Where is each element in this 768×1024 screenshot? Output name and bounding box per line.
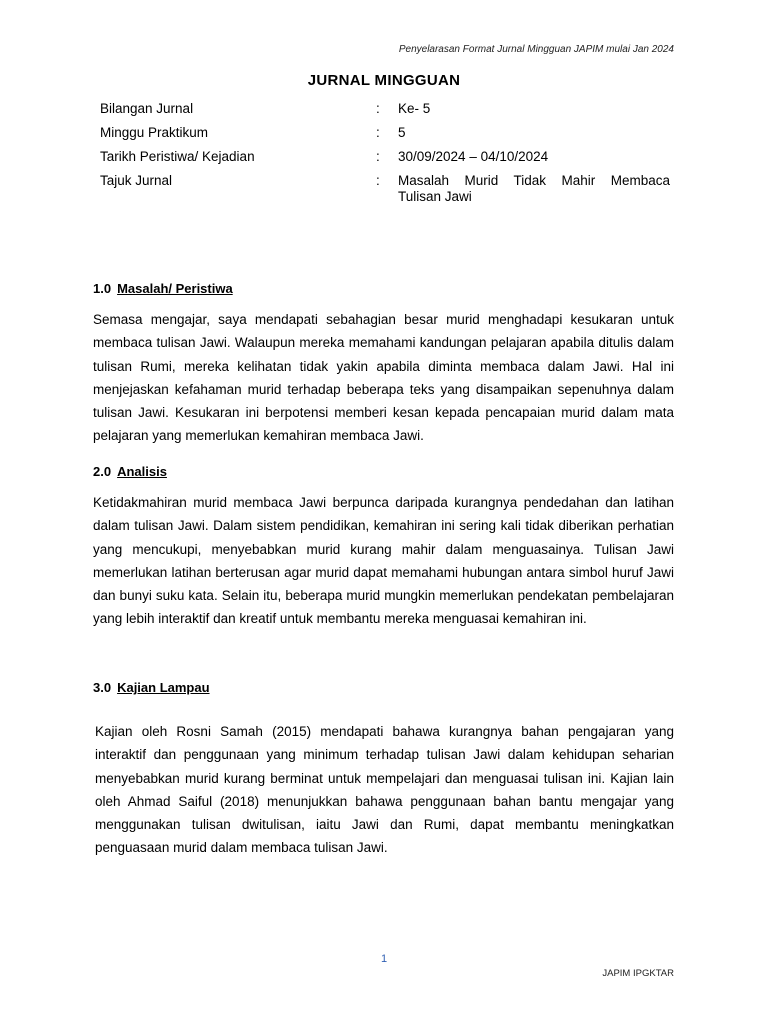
- meta-colon: :: [376, 173, 380, 188]
- meta-label: Minggu Praktikum: [100, 125, 209, 140]
- meta-label: Bilangan Jurnal: [100, 101, 194, 116]
- meta-value: 30/09/2024 – 04/10/2024: [398, 149, 549, 164]
- meta-colon: :: [376, 101, 380, 116]
- section-title: Kajian Lampau: [117, 680, 210, 695]
- meta-value: Ke- 5: [398, 101, 431, 116]
- section-heading-masalah: [93, 281, 233, 296]
- meta-value-line2: Tulisan Jawi: [398, 189, 472, 204]
- meta-label: Tajuk Jurnal: [100, 173, 173, 188]
- journal-meta-table: [100, 101, 670, 213]
- section-title: Analisis: [117, 464, 167, 479]
- meta-colon: :: [376, 149, 380, 164]
- section-number: 3.0: [93, 680, 112, 695]
- section-heading-kajian-lampau: [93, 680, 210, 695]
- meta-label: Tarikh Peristiwa/ Kejadian: [100, 149, 255, 164]
- section-body-kajian-lampau: Kajian oleh Rosni Samah (2015) mendapati bahawa kurangnya bahan pengajaran yang interaktif dan penggunaan yang minimum terhadap tulisan Jawi dalam kehidupan seharian menyebabkan murid kurang berminat untuk mempelajari dan menguasai tulisan ini. Kajian lain oleh Ahmad Saiful (2018) menunjukkan bahawa penggunaan bahan bantu mengajar yang menggunakan tulisan dwitulisan, iaitu Jawi dan Rumi, dapat membantu meningkatkan penguasaan murid dalam membaca tulisan Jawi.: [95, 724, 674, 856]
- meta-colon: :: [376, 125, 380, 140]
- footer-label: JAPIM IPGKTAR: [602, 968, 674, 979]
- section-heading-analisis: [93, 464, 167, 479]
- meta-row-bilangan: [100, 101, 670, 117]
- section-number: 1.0: [93, 281, 112, 296]
- page-number: 1: [380, 953, 388, 965]
- meta-value-block: [398, 173, 670, 205]
- section-body-masalah: Semasa mengajar, saya mendapati sebahagian besar murid menghadapi kesukaran untuk membaca tulisan Jawi. Walaupun mereka memahami kandungan pelajaran apabila ditulis dalam tulisan Rumi, mereka kelihatan tidak yakin apabila diminta membaca dalam Jawi. Hal ini menjejaskan kefahaman murid terhadap beberapa teks yang disampaikan sepenuhnya dalam tulisan Jawi. Kesukaran ini berpotensi memberi kesan kepada pencapaian murid dalam mata pelajaran yang memerlukan kemahiran membaca Jawi.: [93, 312, 674, 444]
- section-number: 2.0: [93, 464, 112, 479]
- document-title: JURNAL MINGGUAN: [307, 72, 461, 89]
- meta-row-minggu: [100, 125, 670, 141]
- meta-row-tajuk: [100, 173, 670, 205]
- meta-row-tarikh: [100, 149, 670, 165]
- section-body-analisis: Ketidakmahiran murid membaca Jawi berpunca daripada kurangnya pendedahan dan latihan dalam tulisan Jawi. Dalam sistem pendidikan, kemahiran ini sering kali tidak diberikan perhatian yang mencukupi, menyebabkan murid kurang mahir dalam menguasainya. Tulisan Jawi memerlukan latihan berterusan agar murid dapat memahami hubungan antara simbol huruf Jawi dan bunyi suku kata. Selain itu, beberapa murid mungkin memerlukan pendekatan pembelajaran yang lebih interaktif dan kreatif untuk membantu mereka menguasai kemahiran ini.: [93, 495, 674, 627]
- meta-value: Masalah Murid Tidak Mahir Membaca: [398, 173, 670, 188]
- header-note: Penyelarasan Format Jurnal Mingguan JAPIM mulai Jan 2024: [398, 44, 674, 55]
- section-title: Masalah/ Peristiwa: [117, 281, 233, 296]
- meta-value: 5: [398, 125, 406, 140]
